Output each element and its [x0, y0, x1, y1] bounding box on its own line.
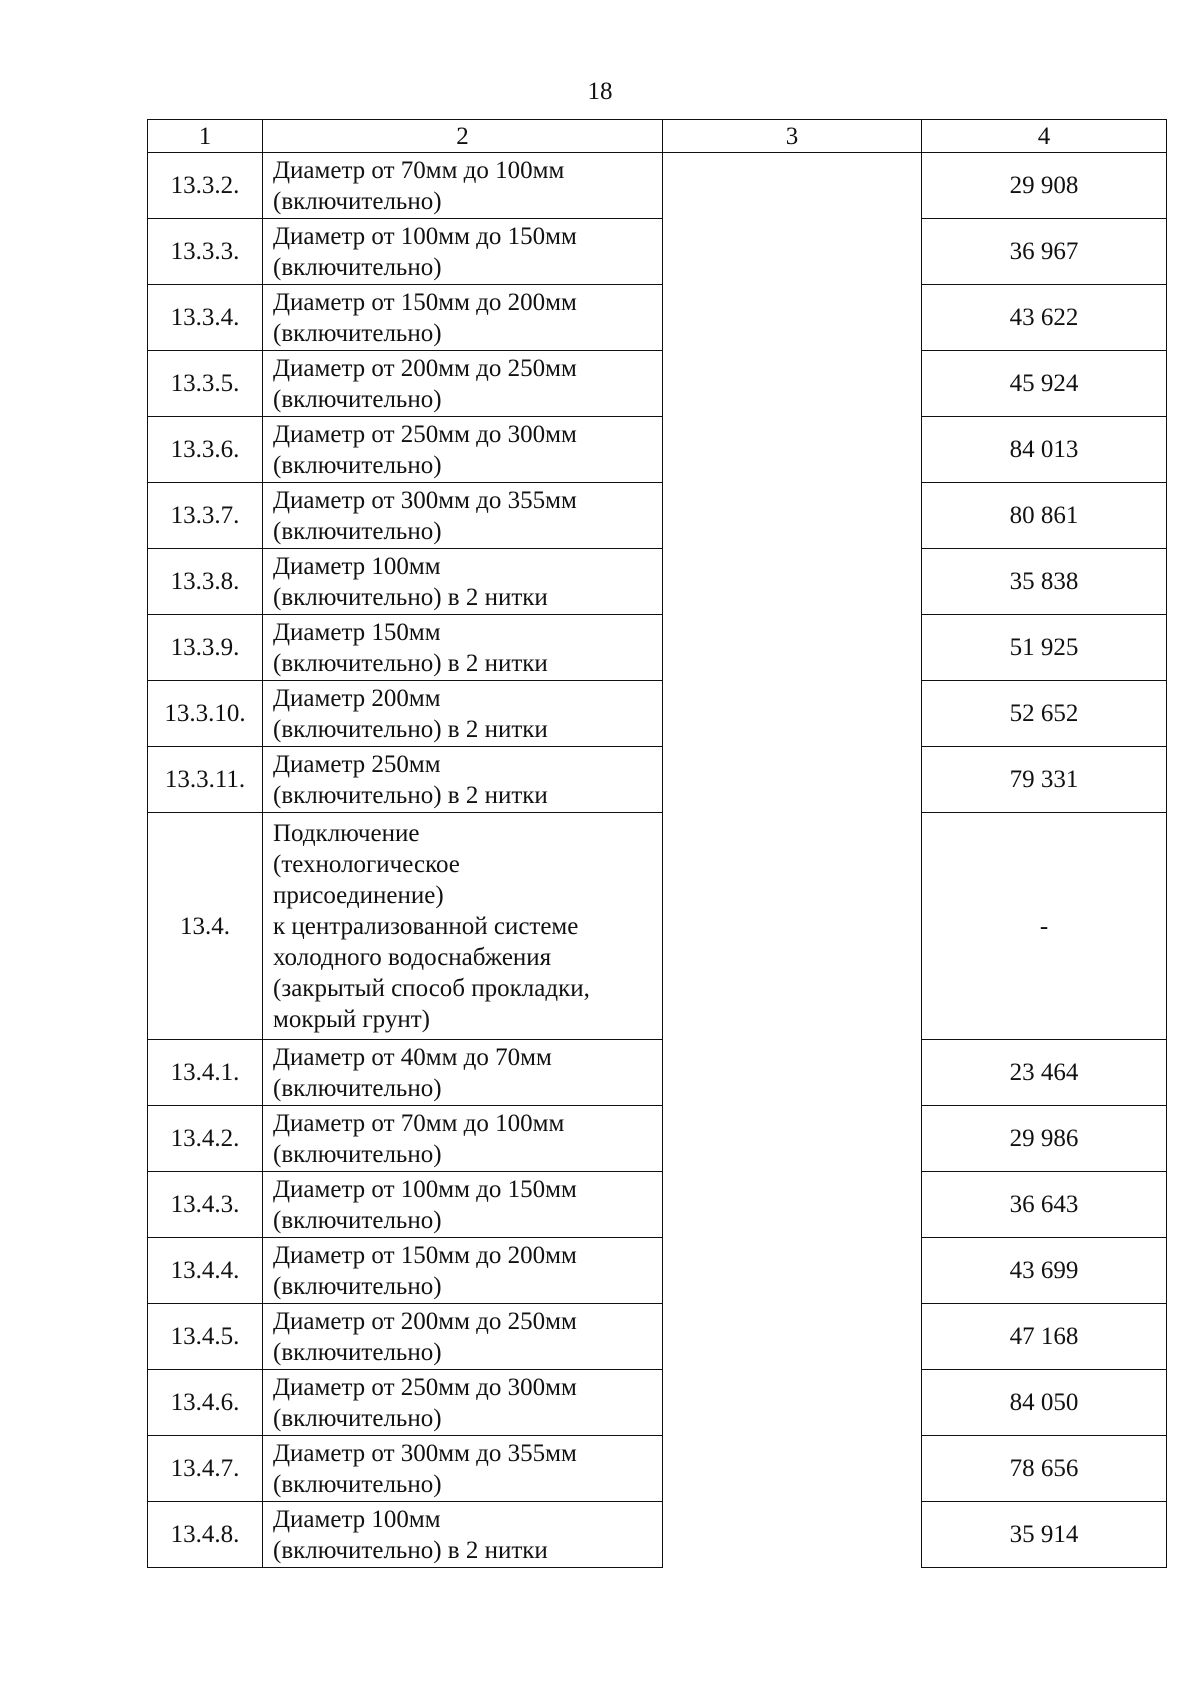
item-description: Диаметр от 150мм до 200мм (включительно) — [263, 285, 663, 351]
item-number: 13.3.9. — [148, 615, 263, 681]
table-row — [148, 219, 1167, 285]
item-price: 80 861 — [922, 483, 1167, 549]
item-description: Диаметр 100мм (включительно) в 2 нитки — [263, 549, 663, 615]
table-row — [148, 615, 1167, 681]
header-row — [148, 120, 1167, 153]
table-row — [148, 1238, 1167, 1304]
item-number: 13.3.3. — [148, 219, 263, 285]
group-empty-column-3 — [663, 813, 922, 1040]
item-description: Диаметр 250мм (включительно) в 2 нитки — [263, 747, 663, 813]
item-description: Диаметр от 300мм до 355мм (включительно) — [263, 1436, 663, 1502]
item-price: 84 013 — [922, 417, 1167, 483]
item-description: Диаметр от 100мм до 150мм (включительно) — [263, 1172, 663, 1238]
item-number: 13.4.8. — [148, 1502, 263, 1568]
item-description: Диаметр от 100мм до 150мм (включительно) — [263, 219, 663, 285]
table-row — [148, 351, 1167, 417]
item-price: 43 699 — [922, 1238, 1167, 1304]
table-row — [148, 1304, 1167, 1370]
item-price: 35 914 — [922, 1502, 1167, 1568]
header-cell-1: 1 — [148, 120, 263, 153]
item-price: 51 925 — [922, 615, 1167, 681]
item-description: Диаметр 200мм (включительно) в 2 нитки — [263, 681, 663, 747]
table-row — [148, 417, 1167, 483]
item-number: 13.4.3. — [148, 1172, 263, 1238]
item-price: 45 924 — [922, 351, 1167, 417]
item-number: 13.4.5. — [148, 1304, 263, 1370]
table-row — [148, 1172, 1167, 1238]
item-price: 43 622 — [922, 285, 1167, 351]
item-description: Диаметр от 150мм до 200мм (включительно) — [263, 1238, 663, 1304]
item-number: 13.3.2. — [148, 153, 263, 219]
item-price: 36 643 — [922, 1172, 1167, 1238]
empty-column-3 — [663, 1040, 922, 1568]
item-description: Диаметр от 200мм до 250мм (включительно) — [263, 1304, 663, 1370]
header-cell-2: 2 — [263, 120, 663, 153]
table-row — [148, 549, 1167, 615]
item-number: 13.4.4. — [148, 1238, 263, 1304]
item-price: 23 464 — [922, 1040, 1167, 1106]
item-number: 13.3.11. — [148, 747, 263, 813]
item-price: 29 986 — [922, 1106, 1167, 1172]
item-price: 79 331 — [922, 747, 1167, 813]
table-row — [148, 483, 1167, 549]
item-description: Диаметр от 70мм до 100мм (включительно) — [263, 153, 663, 219]
item-description: Диаметр от 300мм до 355мм (включительно) — [263, 483, 663, 549]
item-number: 13.3.5. — [148, 351, 263, 417]
item-number: 13.4.2. — [148, 1106, 263, 1172]
group-number: 13.4. — [148, 813, 263, 1040]
item-number: 13.3.10. — [148, 681, 263, 747]
item-description: Диаметр от 250мм до 300мм (включительно) — [263, 1370, 663, 1436]
item-price: 36 967 — [922, 219, 1167, 285]
item-description: Диаметр от 40мм до 70мм (включительно) — [263, 1040, 663, 1106]
item-number: 13.3.8. — [148, 549, 263, 615]
table-row — [148, 1436, 1167, 1502]
table-row — [148, 153, 1167, 219]
table-row — [148, 681, 1167, 747]
item-description: Диаметр от 200мм до 250мм (включительно) — [263, 351, 663, 417]
table-row — [148, 1040, 1167, 1106]
item-number: 13.4.1. — [148, 1040, 263, 1106]
item-price: 29 908 — [922, 153, 1167, 219]
item-price: 47 168 — [922, 1304, 1167, 1370]
table-row — [148, 1370, 1167, 1436]
table-row — [148, 1502, 1167, 1568]
item-description: Диаметр 100мм (включительно) в 2 нитки — [263, 1502, 663, 1568]
item-number: 13.3.6. — [148, 417, 263, 483]
table-row — [148, 747, 1167, 813]
item-price: 35 838 — [922, 549, 1167, 615]
group-description: Подключение (технологическое присоединение) к централизованной системе холодного водоснабжения (закрытый способ прокладки, мокрый грунт) — [263, 813, 663, 1040]
item-description: Диаметр 150мм (включительно) в 2 нитки — [263, 615, 663, 681]
header-cell-4: 4 — [922, 120, 1167, 153]
table-row-group — [148, 813, 1167, 1040]
item-number: 13.4.7. — [148, 1436, 263, 1502]
tariff-table — [147, 119, 1167, 1568]
table-row — [148, 1106, 1167, 1172]
item-price: 52 652 — [922, 681, 1167, 747]
table-row — [148, 285, 1167, 351]
item-description: Диаметр от 250мм до 300мм (включительно) — [263, 417, 663, 483]
group-price: - — [922, 813, 1167, 1040]
page-number: 18 — [587, 78, 613, 105]
item-number: 13.4.6. — [148, 1370, 263, 1436]
header-cell-3: 3 — [663, 120, 922, 153]
empty-column-3 — [663, 153, 922, 813]
item-price: 84 050 — [922, 1370, 1167, 1436]
item-number: 13.3.7. — [148, 483, 263, 549]
item-description: Диаметр от 70мм до 100мм (включительно) — [263, 1106, 663, 1172]
item-price: 78 656 — [922, 1436, 1167, 1502]
item-number: 13.3.4. — [148, 285, 263, 351]
